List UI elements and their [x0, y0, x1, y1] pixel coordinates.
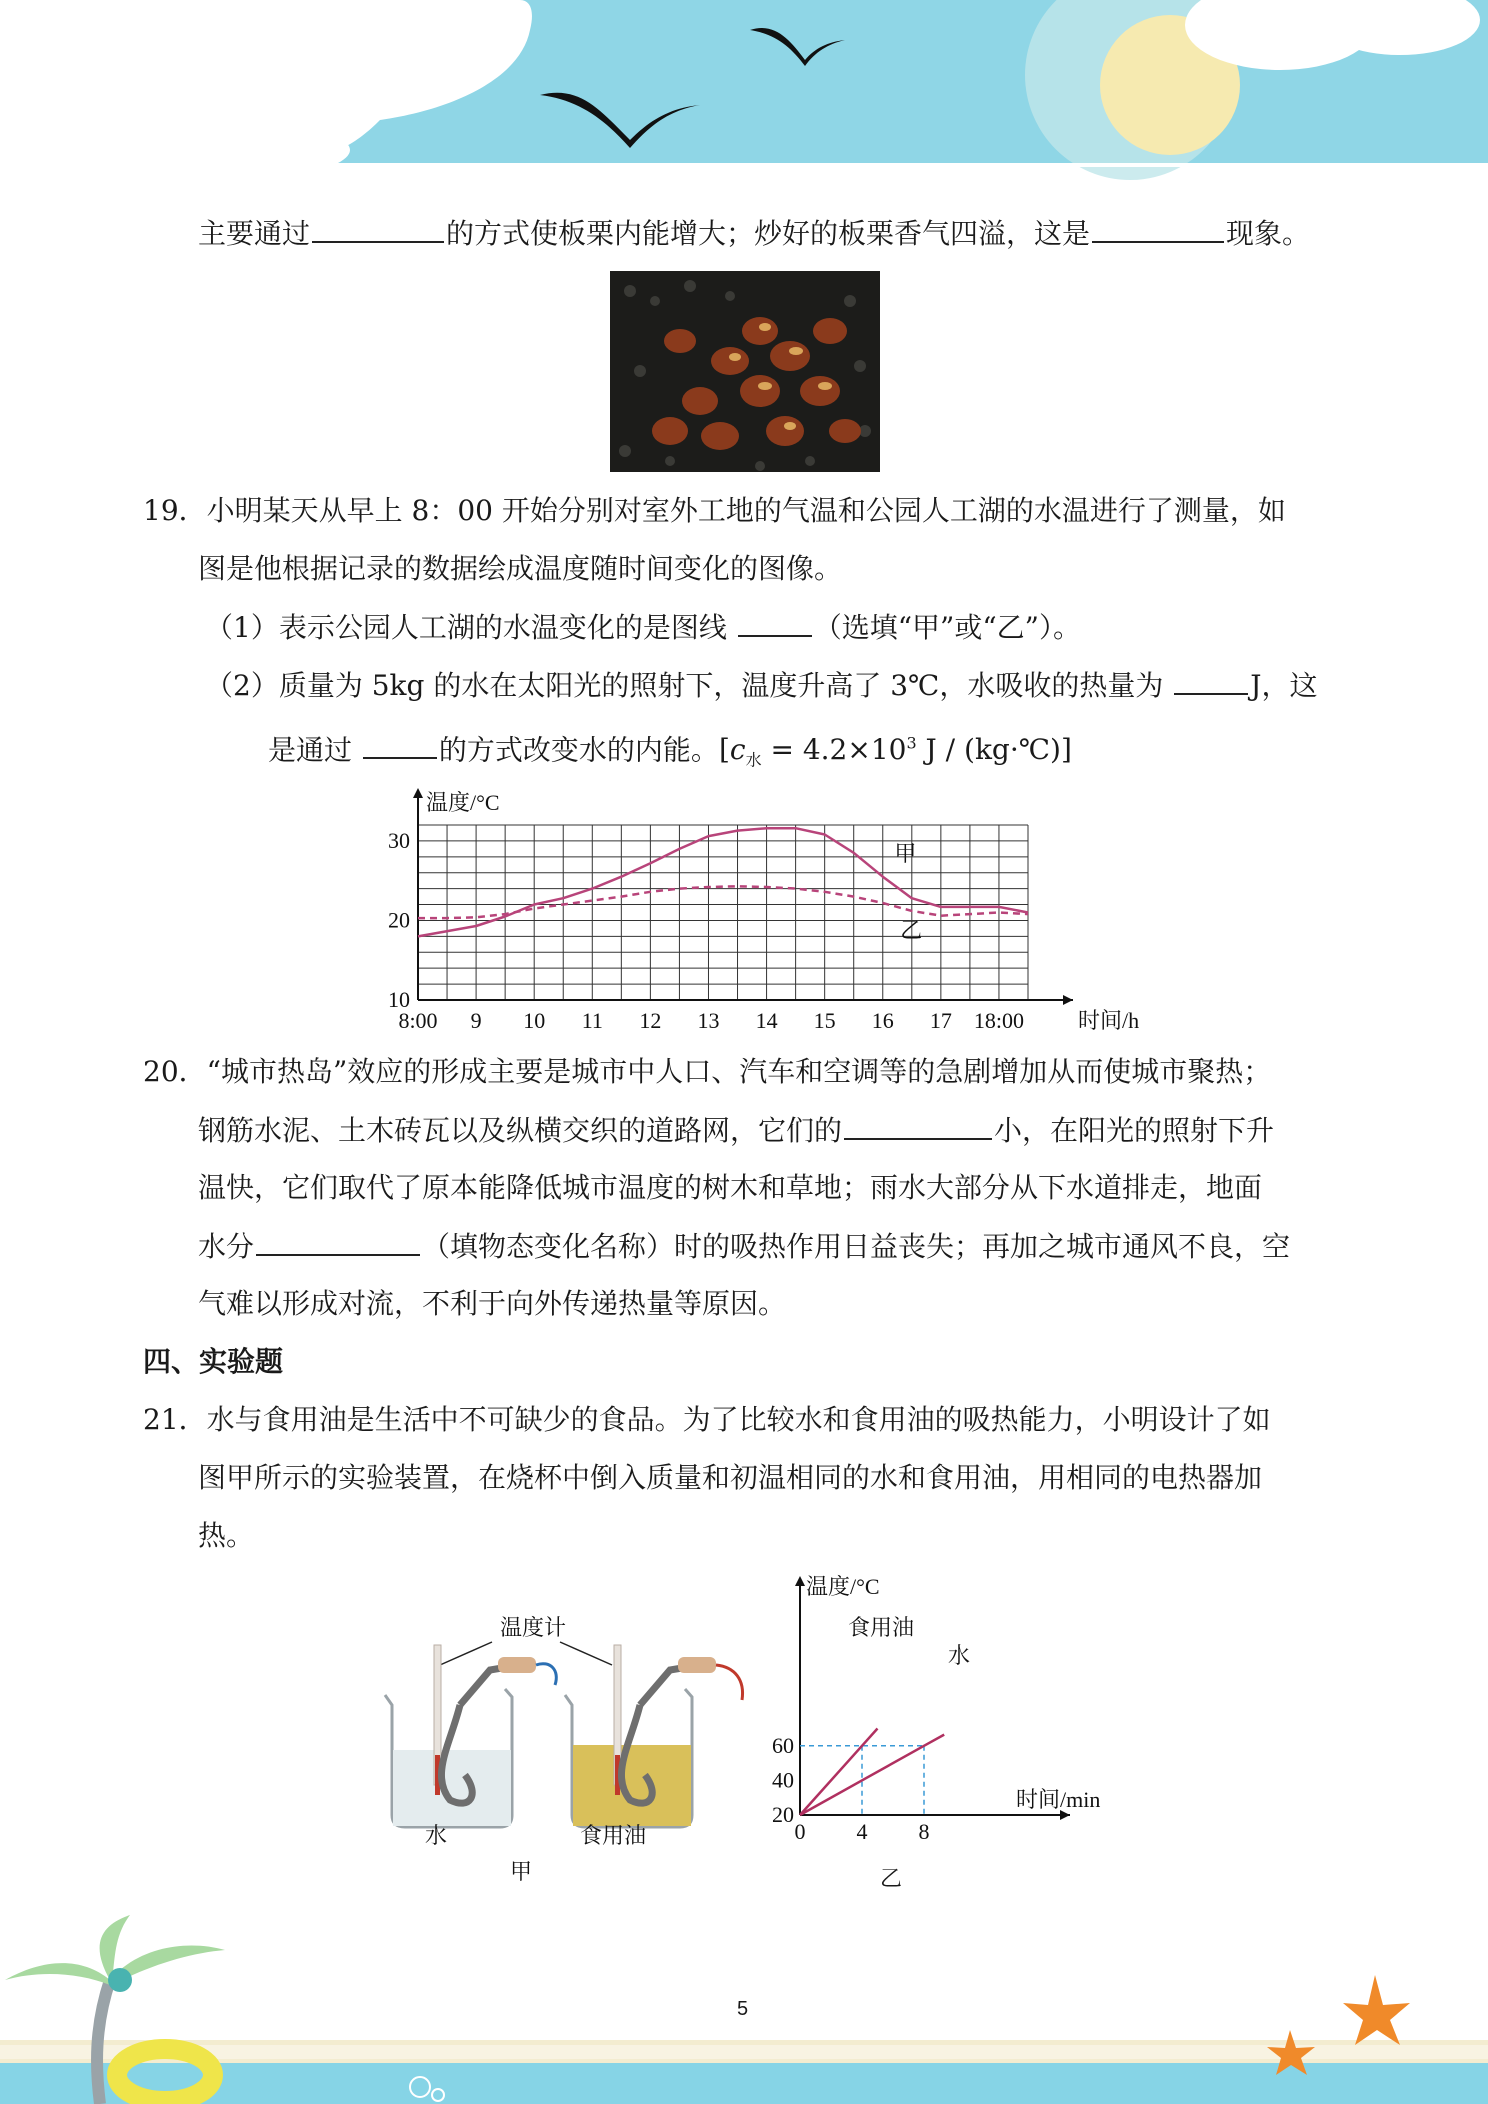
- q20-text-2b: 小，在阳光的照射下升: [994, 1114, 1275, 1147]
- x-tick-label: 11: [581, 1008, 603, 1033]
- q19-sub2-text-c: 是通过: [268, 733, 353, 767]
- q21-text-3: 热。: [198, 1519, 255, 1552]
- oil-beaker: [565, 1645, 743, 1827]
- series-line-yi: [418, 886, 1028, 918]
- figure-yi-caption: 乙: [880, 1867, 903, 1892]
- q20-line-2: [198, 1110, 1274, 1151]
- q19-blank-3[interactable]: [363, 729, 437, 759]
- top-banner: [0, 0, 1488, 170]
- q19-text-1: 小明某天从早上 8：00 开始分别对室外工地的气温和公园人工湖的水温进行了测量，如: [206, 494, 1286, 527]
- q19-sub1-text-a: （1）表示公园人工湖的水温变化的是图线: [205, 611, 727, 644]
- series-label-yi: 乙: [900, 917, 923, 943]
- y-tick-label: 10: [388, 987, 410, 1012]
- formula-exp: 3: [906, 734, 917, 753]
- x-tick-label: 17: [929, 1008, 952, 1033]
- q19-blank-1[interactable]: [738, 607, 812, 637]
- q20-number: 20．: [143, 1055, 207, 1088]
- series-label-oil: 食用油: [848, 1615, 915, 1640]
- q19-sub-2-cont: [268, 724, 1072, 781]
- x-tick-label: 12: [639, 1008, 662, 1033]
- q20-blank-1[interactable]: [844, 1110, 992, 1140]
- q19-sub2-text-b: J，这: [1250, 669, 1318, 702]
- q21-number: 21．: [143, 1403, 207, 1436]
- x-tick-label: 14: [755, 1008, 778, 1033]
- heating-time-chart: [770, 1570, 1120, 1850]
- x-tick-label: 16: [871, 1008, 894, 1033]
- series-label-jia: 甲: [894, 840, 917, 866]
- q21-text-2: 图甲所示的实验装置，在烧杯中倒入质量和初温相同的水和食用油，用相同的电热器加: [198, 1461, 1263, 1494]
- water-beaker: [385, 1645, 556, 1827]
- temperature-time-chart: [370, 780, 1140, 1040]
- y-axis-label: 温度/°C: [806, 1574, 880, 1599]
- q20-text-2a: 钢筋水泥、土木砖瓦以及纵横交织的道路网，它们的: [198, 1114, 843, 1147]
- q20-text-3: 温快，它们取代了原本能降低城市温度的树木和草地；雨水大部分从下水道排走，地面: [198, 1171, 1263, 1204]
- thermometer-label: 温度计: [500, 1615, 567, 1640]
- series-line-oil: [800, 1729, 878, 1816]
- y-axis-label: 温度/°C: [426, 790, 500, 815]
- q20-text-5: 气难以形成对流，不利于向外传递热量等原因。: [198, 1287, 787, 1320]
- starfish-icon: [1343, 1975, 1410, 2045]
- q18-tail-line: [198, 213, 1310, 254]
- q21-text-1: 水与食用油是生活中不可缺少的食品。为了比较水和食用油的吸热能力，小明设计了如: [206, 1403, 1271, 1436]
- section-heading: 四、实验题: [143, 1345, 284, 1378]
- q21-line-2: [198, 1458, 1262, 1498]
- figure-jia-caption: 甲: [510, 1859, 533, 1884]
- y-axis-arrow: [413, 788, 423, 798]
- q20-line-1: [143, 1052, 1271, 1092]
- x-tick-label: 18:00: [973, 1008, 1025, 1033]
- x-axis-arrow: [1063, 995, 1073, 1005]
- x-axis-label: 时间/h: [1078, 1008, 1140, 1033]
- y-tick-label: 60: [772, 1732, 794, 1758]
- q21-line-3: [198, 1516, 254, 1556]
- q19-line-2: [198, 549, 842, 589]
- oil-label: 食用油: [580, 1823, 647, 1848]
- formula-c: c: [729, 733, 746, 767]
- q20-text-4b: （填物态变化名称）时的吸热作用日益丧失；再加之城市通风不良，空: [422, 1230, 1291, 1263]
- y-axis-arrow: [795, 1576, 805, 1586]
- x-tick-label: 15: [813, 1008, 836, 1033]
- chart-grid: [418, 825, 1028, 1000]
- y-tick-label: 30: [388, 827, 410, 853]
- q20-text-1: “城市热岛”效应的形成主要是城市中人口、汽车和空调等的急剧增加从而使城市聚热；: [206, 1055, 1272, 1088]
- x-tick-label: 13: [697, 1008, 720, 1033]
- x-tick-label: 8:00: [398, 1008, 438, 1033]
- x-tick-label: 8: [918, 1819, 930, 1844]
- x-tick-label: 0: [794, 1819, 806, 1844]
- q19-line-1: [143, 491, 1286, 531]
- formula-eq: = 4.2×10: [761, 733, 907, 767]
- q19-sub1-text-b: （选填“甲”或“乙”）。: [813, 611, 1081, 644]
- q19-sub2-text-d: 的方式改变水的内能。: [438, 733, 719, 767]
- x-tick-label: 10: [523, 1008, 546, 1033]
- q20-line-5: [198, 1284, 786, 1324]
- q18-text-c: 现象。: [1226, 217, 1311, 250]
- q21-line-1: [143, 1400, 1271, 1440]
- q20-line-3: [198, 1168, 1262, 1208]
- q20-blank-2[interactable]: [256, 1226, 420, 1256]
- formula-post: J / (kg·℃)]: [916, 733, 1072, 767]
- q18-text-a: 主要通过: [198, 217, 311, 250]
- specific-heat-formula: [718, 733, 1072, 770]
- series-line-water: [800, 1735, 944, 1815]
- formula-sub: 水: [745, 750, 762, 770]
- beaker-apparatus-figure: [380, 1605, 760, 1905]
- q18-blank-2[interactable]: [1092, 213, 1224, 243]
- q19-sub-2: [205, 665, 1318, 706]
- q19-text-2: 图是他根据记录的数据绘成温度随时间变化的图像。: [198, 552, 843, 585]
- series-label-water: 水: [948, 1643, 971, 1668]
- page-number: 5: [737, 1998, 749, 2020]
- y-tick-label: 40: [772, 1767, 794, 1793]
- y-tick-label: 20: [388, 907, 410, 933]
- y-tick-label: 20: [772, 1802, 794, 1827]
- x-axis-label: 时间/min: [1016, 1787, 1101, 1812]
- formula-bracket: [: [718, 733, 730, 767]
- q20-line-4: [198, 1226, 1290, 1267]
- x-tick-label: 9: [470, 1008, 482, 1033]
- q19-blank-2[interactable]: [1174, 665, 1248, 695]
- q18-text-b: 的方式使板栗内能增大；炒好的板栗香气四溢，这是: [446, 217, 1091, 250]
- q19-number: 19．: [143, 494, 207, 527]
- q19-sub-1: [205, 607, 1081, 648]
- q19-sub2-text-a: （2）质量为 5kg 的水在太阳光的照射下，温度升高了 3℃，水吸收的热量为: [205, 669, 1164, 702]
- q18-blank-1[interactable]: [312, 213, 444, 243]
- x-tick-label: 4: [856, 1819, 868, 1844]
- water-label: 水: [425, 1823, 448, 1848]
- roasted-chestnut-photo: [610, 271, 880, 472]
- q20-text-4a: 水分: [198, 1230, 255, 1263]
